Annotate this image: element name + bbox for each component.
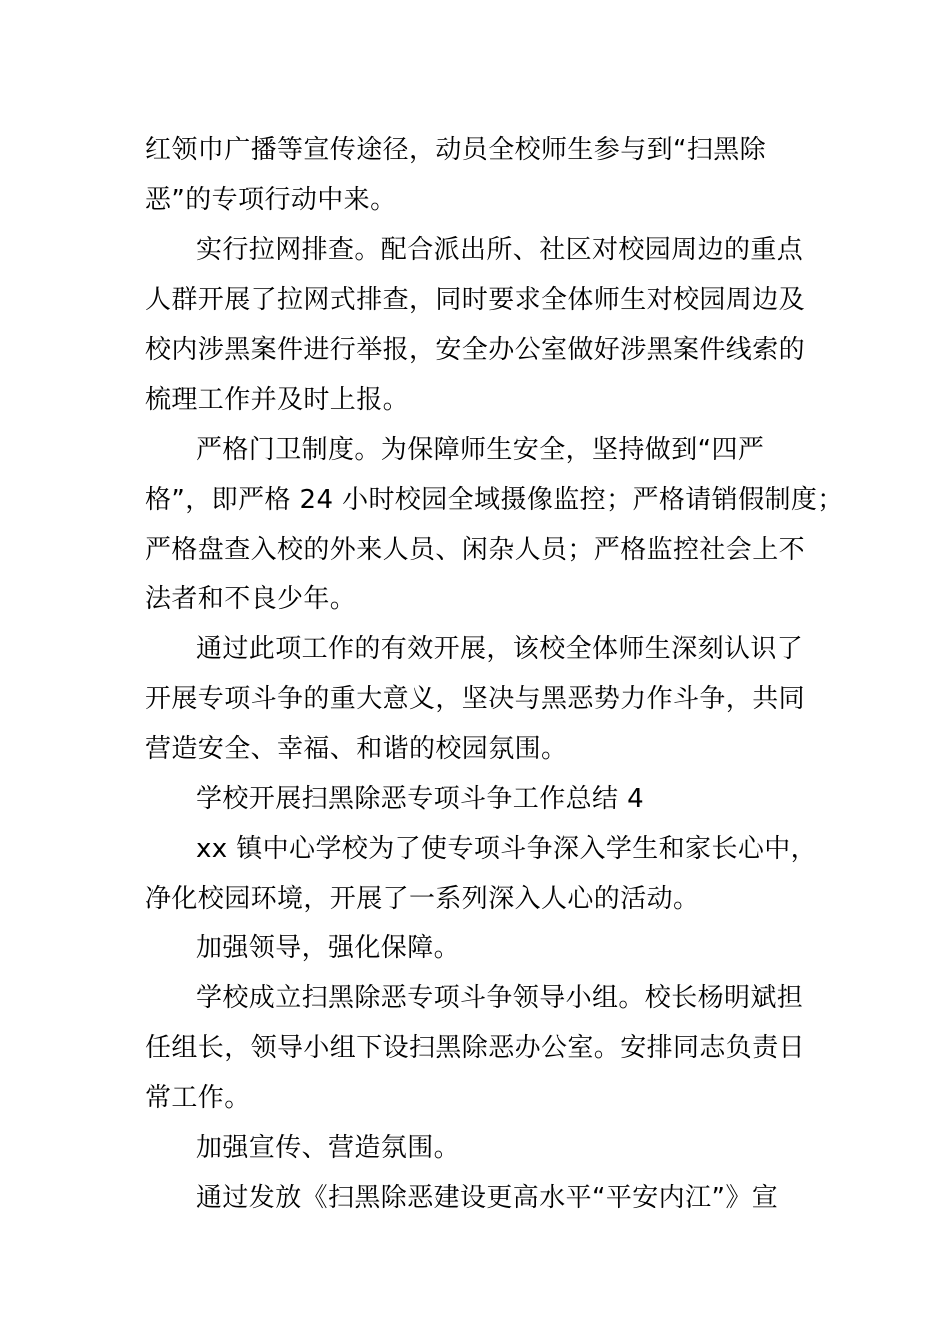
text-line: xx 镇中心学校为了使专项斗争深入学生和家长心中， [196,834,818,864]
text-line: 通过此项工作的有效开展，该校全体师生深刻认识了 [196,634,804,664]
text-line: 通过发放《扫黑除恶建设更高水平“平安内江”》宣 [196,1183,779,1213]
text-line: 格”，即严格 24 小时校园全域摄像监控；严格请销假制度； [145,485,844,515]
text-line: 人群开展了拉网式排查，同时要求全体师生对校园周边及 [145,285,806,315]
text-line: 学校成立扫黑除恶专项斗争领导小组。校长杨明斌担 [196,983,804,1013]
text-line: 梳理工作并及时上报。 [145,385,410,415]
text-line: 恶”的专项行动中来。 [145,185,397,215]
text-line: 红领巾广播等宣传途径，动员全校师生参与到“扫黑除 [145,135,767,165]
text-line: 校内涉黑案件进行举报，安全办公室做好涉黑案件线索的 [145,335,806,365]
section-heading: 学校开展扫黑除恶专项斗争工作总结 4 [196,784,645,814]
text-line: 严格盘查入校的外来人员、闲杂人员；严格监控社会上不 [145,535,806,565]
text-line: 任组长，领导小组下设扫黑除恶办公室。安排同志负责日 [145,1033,806,1063]
text-line: 加强宣传、营造氛围。 [196,1133,461,1163]
text-line: 常工作。 [145,1083,251,1113]
text-line: 营造安全、幸福、和谐的校园氛围。 [145,734,568,764]
text-line: 净化校园环境，开展了一系列深入人心的活动。 [145,884,700,914]
text-line: 加强领导，强化保障。 [196,933,461,963]
text-line: 开展专项斗争的重大意义，坚决与黑恶势力作斗争，共同 [145,684,806,714]
text-line: 法者和不良少年。 [145,584,357,614]
text-line: 严格门卫制度。为保障师生安全，坚持做到“四严 [196,435,765,465]
text-line: 实行拉网排查。配合派出所、社区对校园周边的重点 [196,235,804,265]
